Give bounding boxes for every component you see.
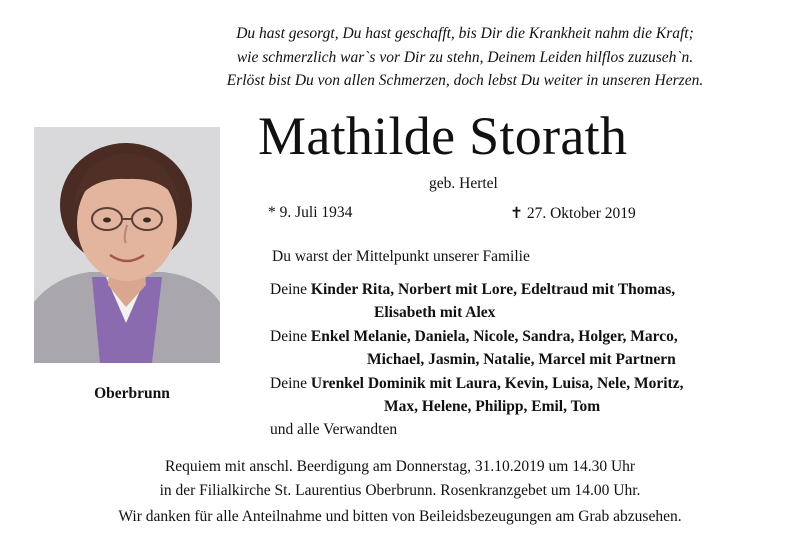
service-line-1: Requiem mit anschl. Beerdigung am Donnerstag, 31.10.2019 um 14.30 Uhr [164,458,636,475]
hometown: Oberbrunn [94,385,170,402]
portrait-photo [34,127,220,363]
service-line-2: in der Filialkirche St. Laurentius Oberbrunn. Rosenkranzgebet um 14.00 Uhr. [159,481,641,499]
poem-line-3: Erlöst bist Du von allen Schmerzen, doch lebst Du weiter in unseren Herzen. [226,72,704,89]
birth-date: * 9. Juli 1934 [268,204,353,221]
family-list [270,278,770,442]
great-grandchildren-row-cont [270,395,770,418]
grandchildren-names-cont: Michael, Jasmin, Natalie, Marcel mit Partnern [367,351,676,369]
children-row-cont [270,301,770,324]
memorial-poem [150,22,780,93]
grandchildren-row [270,325,770,348]
death-date: ✝ 27. Oktober 2019 [510,205,636,222]
poem-line-1: Du hast gesorgt, Du hast geschafft, bis Dir die Krankheit nahm die Kraft; [236,25,694,42]
funeral-service-info [0,455,800,502]
family-motto: Du warst der Mittelpunkt unserer Familie [272,248,530,265]
children-row [270,278,770,301]
portrait-illustration [34,127,220,363]
grandchildren-names: Enkel Melanie, Daniela, Nicole, Sandra, Holger, Marco, [310,327,678,345]
thanks-note: Wir danken für alle Anteilnahme und bitten von Beileidsbezeugungen am Grab abzusehen. [118,508,682,525]
grandchildren-row-cont [270,348,770,371]
great-grandchildren-prefix: Deine [270,374,311,392]
children-names-cont: Elisabeth mit Alex [374,304,496,322]
children-prefix: Deine [270,281,311,298]
birth-name: geb. Hertel [429,175,498,192]
grandchildren-prefix: Deine [270,327,311,345]
deceased-name: Mathilde Storath [258,106,628,166]
relatives-row: und alle Verwandten [270,421,398,439]
great-grandchildren-names-cont: Max, Helene, Philipp, Emil, Tom [384,398,601,416]
children-names: Kinder Rita, Norbert mit Lore, Edeltraud mit Thomas, [310,281,676,298]
great-grandchildren-names: Urenkel Dominik mit Laura, Kevin, Luisa, Nele, Moritz, [310,374,684,392]
great-grandchildren-row [270,372,770,395]
poem-line-2: wie schmerzlich war`s vor Dir zu stehn, Deinem Leiden hilflos zuzuseh`n. [236,48,694,66]
